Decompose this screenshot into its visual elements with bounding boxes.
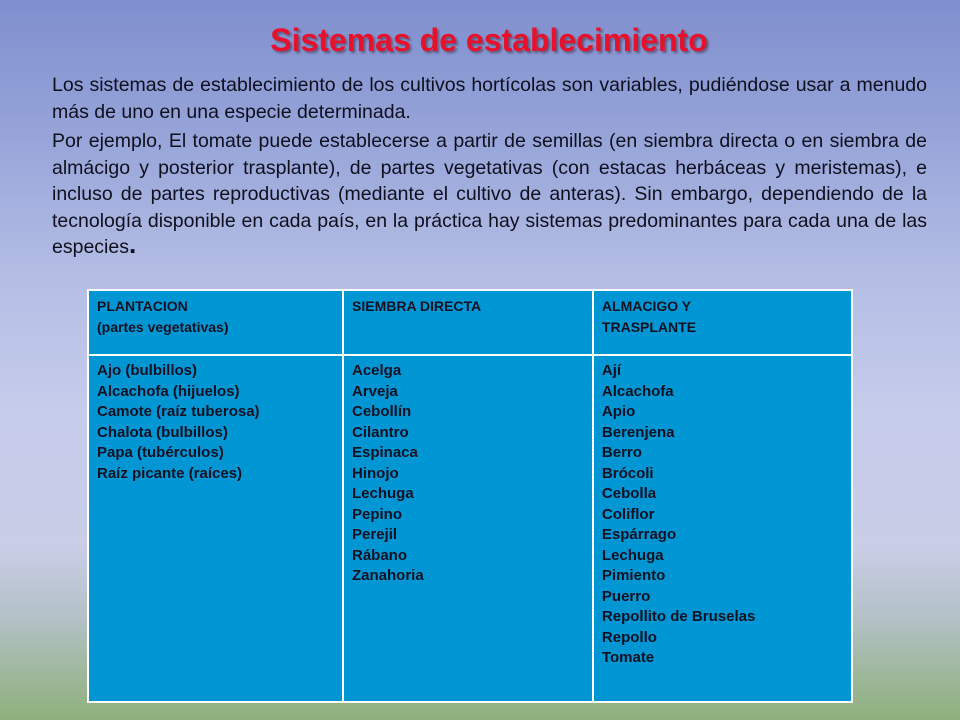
table-cell-item: Acelga	[352, 362, 402, 379]
siembra-directa-list	[352, 361, 584, 587]
table-body-row	[88, 355, 852, 702]
intro-paragraph-text: Los sistemas de establecimiento de los cultivos hortícolas son variables, pudiéndose usar a menudo más de uno en una especie determinada.	[52, 74, 927, 123]
intro-paragraph	[52, 72, 927, 125]
table-cell-item: Puerro	[601, 587, 651, 605]
header-siembra-directa	[343, 290, 593, 355]
establishment-table-grid	[87, 289, 853, 703]
table-cell-item: Brócoli	[601, 464, 654, 482]
table-cell-item: Repollito de Bruselas	[601, 608, 756, 625]
table-cell-item: Zanahoria	[352, 567, 424, 584]
table-header-row	[88, 290, 852, 355]
table-cell-item: Hinojo	[352, 464, 399, 482]
establishment-table	[87, 289, 853, 703]
table-cell-item: Raíz picante (raíces)	[97, 464, 243, 482]
table-cell-item: Ajo (bulbillos)	[97, 362, 197, 379]
table-cell-item: Chalota (bulbillos)	[97, 423, 228, 441]
example-paragraph	[52, 128, 927, 261]
table-cell-item: Apio	[601, 403, 636, 420]
plantacion-list	[97, 361, 334, 484]
table-cell-item: Tomate	[601, 649, 655, 666]
header-plantacion-line2: (partes vegetativas)	[97, 319, 229, 335]
table-cell-item: Repollo	[601, 628, 657, 646]
header-almacigo-trasplante	[593, 290, 852, 355]
table-cell-item: Pimiento	[601, 567, 666, 584]
header-plantacion	[88, 290, 343, 355]
table-cell-item: Berenjena	[601, 423, 675, 441]
slide-title: Sistemas de establecimiento	[270, 22, 708, 58]
example-paragraph-text: Por ejemplo, El tomate puede establecerse a partir de semillas (en siembra directa o en siembra de almácigo y posterior trasplante), de partes vegetativas (con estacas herbáceas y meristemas), e incluso de partes reproductivas (mediante el cultivo de anteras). Sin embargo, dependiendo de la tecnología disponible en cada país, en la práctica hay sistemas predominantes para cada una de las especies	[52, 130, 927, 258]
header-siembra-directa-line1: SIEMBRA DIRECTA	[352, 298, 482, 314]
table-cell-item: Espinaca	[352, 444, 418, 461]
almacigo-trasplante-list	[602, 361, 843, 669]
table-cell-item: Ají	[601, 362, 622, 379]
table-cell-item: Arveja	[352, 382, 398, 400]
header-almacigo-line1: ALMACIGO Y	[601, 298, 692, 314]
table-cell-item: Espárrago	[601, 526, 677, 543]
table-cell-item: Lechuga	[601, 546, 664, 564]
header-plantacion-line1: PLANTACION	[97, 298, 188, 314]
table-cell-item: Alcachofa	[601, 382, 674, 400]
header-almacigo-line2: TRASPLANTE	[601, 319, 697, 335]
table-cell-item: Coliflor	[601, 505, 655, 523]
column-almacigo-trasplante	[593, 355, 852, 702]
table-cell-item: Berro	[601, 444, 642, 461]
table-cell-item: Alcachofa (hijuelos)	[97, 382, 240, 400]
column-plantacion	[88, 355, 343, 702]
table-cell-item: Camote (raíz tuberosa)	[97, 403, 260, 420]
table-cell-item: Papa (tubérculos)	[97, 444, 224, 461]
table-cell-item: Cebolla	[601, 485, 657, 502]
table-cell-item: Perejil	[352, 526, 398, 543]
table-cell-item: Lechuga	[352, 485, 414, 502]
table-cell-item: Cebollín	[352, 403, 412, 420]
column-siembra-directa	[343, 355, 593, 702]
example-paragraph-period: .	[128, 229, 137, 259]
table-cell-item: Rábano	[352, 546, 408, 564]
table-cell-item: Pepino	[352, 505, 403, 523]
table-cell-item: Cilantro	[352, 423, 409, 441]
